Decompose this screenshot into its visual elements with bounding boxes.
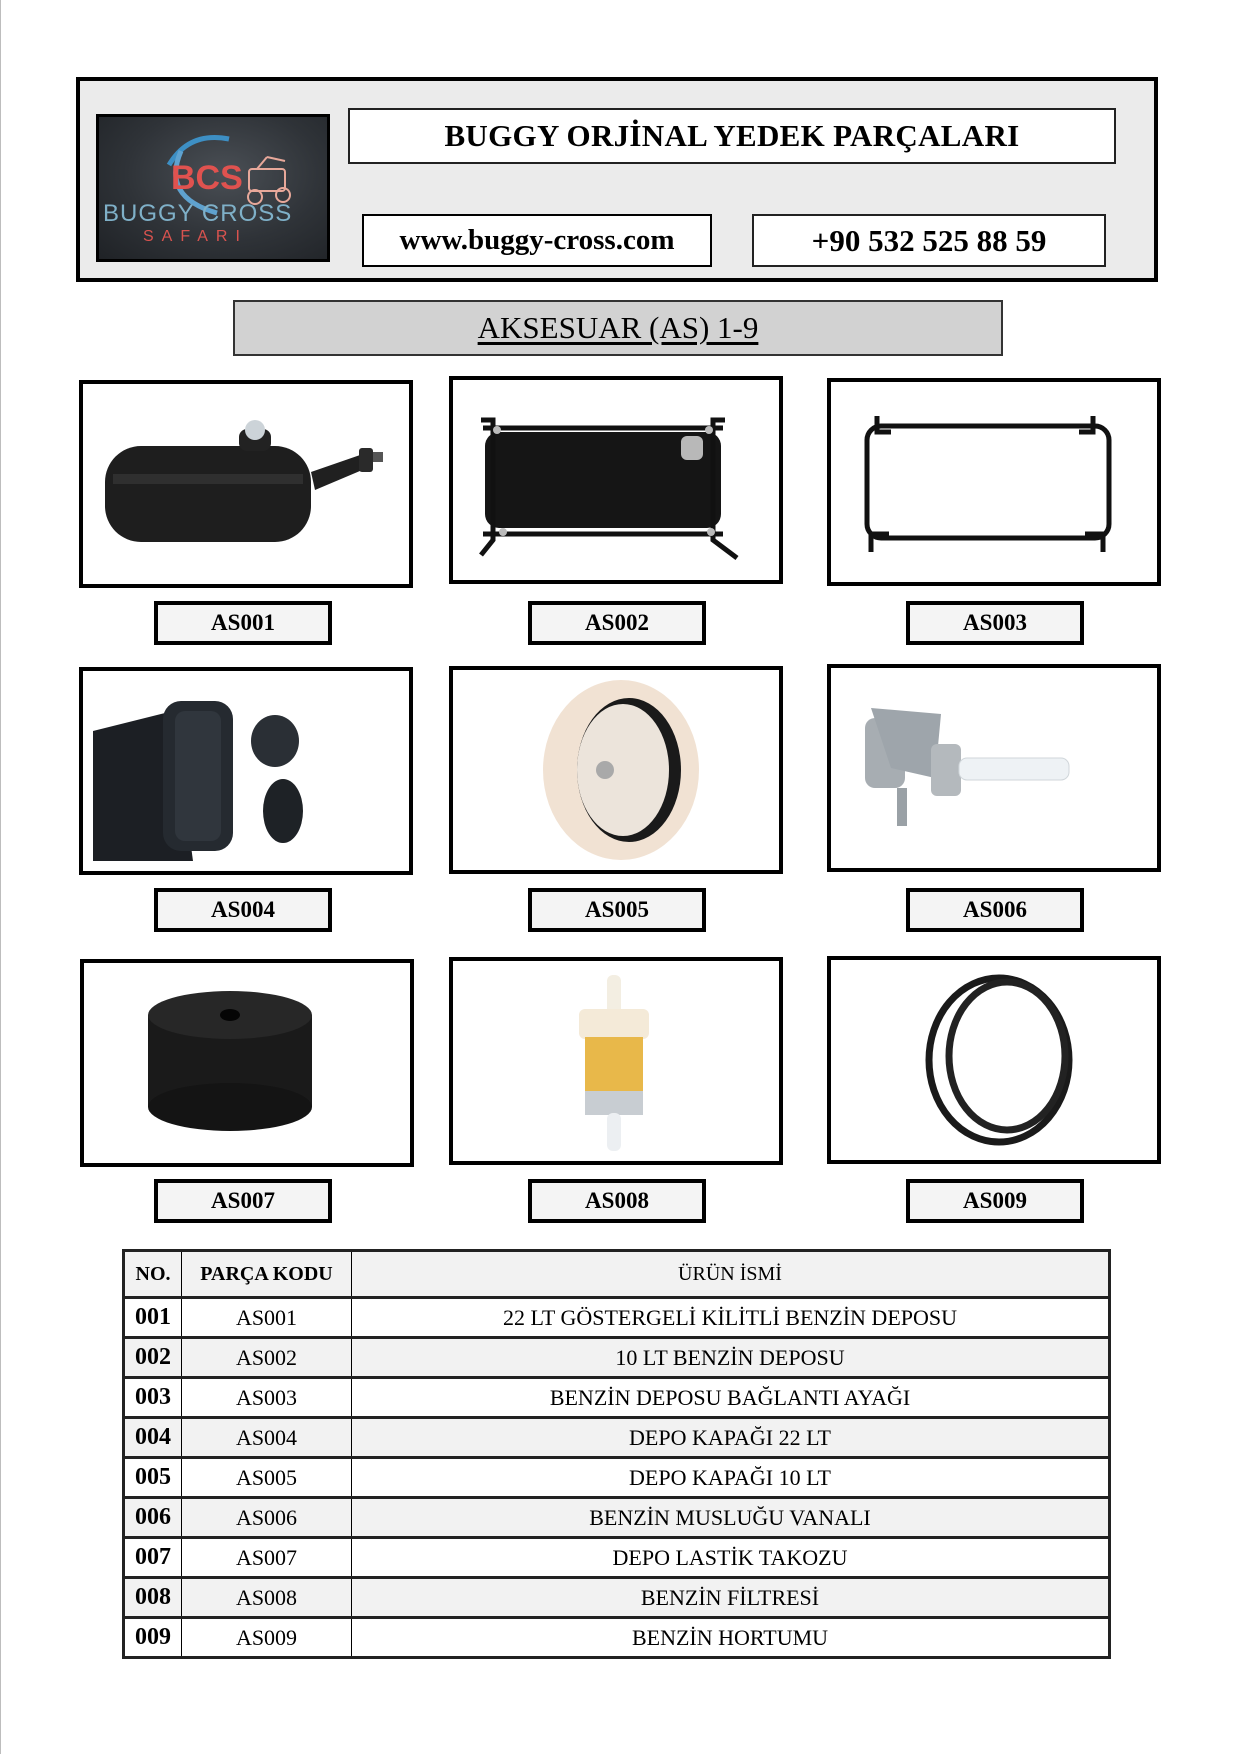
product-image-as003 [827,378,1161,586]
column-header-name: ÜRÜN İSMİ [352,1251,1110,1298]
table-row [124,1498,1110,1538]
table-header-row [124,1251,1110,1298]
logo-initials: BCS [171,159,243,197]
table-row [124,1578,1110,1618]
product-image-as008 [449,957,783,1165]
product-image-as001 [79,380,413,588]
product-code-label: AS002 [528,601,706,645]
table-row [124,1618,1110,1658]
product-code-label: AS003 [906,601,1084,645]
table-row [124,1378,1110,1418]
row-number: 003 [124,1378,182,1418]
company-logo [96,114,330,262]
row-part-code: AS004 [182,1418,352,1458]
parts-table [122,1249,1111,1659]
row-part-code: AS002 [182,1338,352,1378]
product-code-label: AS008 [528,1179,706,1223]
row-part-code: AS009 [182,1618,352,1658]
fuel-filter-image [453,961,779,1161]
table-row [124,1338,1110,1378]
fuel-valve-image [831,668,1157,868]
column-header-no: NO. [124,1251,182,1298]
row-product-name: BENZİN HORTUMU [352,1618,1110,1658]
row-product-name: 22 LT GÖSTERGELİ KİLİTLİ BENZİN DEPOSU [352,1298,1110,1338]
product-image-as007 [80,959,414,1167]
table-row [124,1538,1110,1578]
row-product-name: 10 LT BENZİN DEPOSU [352,1338,1110,1378]
row-part-code: AS006 [182,1498,352,1538]
table-row [124,1418,1110,1458]
row-number: 001 [124,1298,182,1338]
row-part-code: AS001 [182,1298,352,1338]
buggy-icon [248,157,290,204]
document-title: BUGGY ORJİNAL YEDEK PARÇALARI [348,108,1116,164]
row-number: 006 [124,1498,182,1538]
phone-number[interactable]: +90 532 525 88 59 [752,214,1106,267]
row-number: 004 [124,1418,182,1458]
row-product-name: BENZİN FİLTRESİ [352,1578,1110,1618]
row-number: 009 [124,1618,182,1658]
tank-mount-bracket-image [831,382,1157,582]
product-code-label: AS004 [154,888,332,932]
product-image-as005 [449,666,783,874]
page-edge [0,0,1,1754]
logo-line1: BUGGY CROSS [103,200,293,227]
row-product-name: DEPO KAPAĞI 22 LT [352,1418,1110,1458]
tank-cap-10l-image [453,670,779,870]
section-title: AKSESUAR (AS) 1-9 [233,300,1003,356]
row-number: 008 [124,1578,182,1618]
product-code-label: AS001 [154,601,332,645]
row-product-name: DEPO LASTİK TAKOZU [352,1538,1110,1578]
rubber-mount-image [84,963,410,1163]
table-row [124,1298,1110,1338]
header-box [76,77,1158,282]
row-part-code: AS003 [182,1378,352,1418]
row-part-code: AS007 [182,1538,352,1578]
row-number: 002 [124,1338,182,1378]
column-header-code: PARÇA KODU [182,1251,352,1298]
product-image-as002 [449,376,783,584]
fuel-tank-10l-image [453,380,779,580]
fuel-tank-22l-image [83,384,409,584]
product-image-as009 [827,956,1161,1164]
row-product-name: DEPO KAPAĞI 10 LT [352,1458,1110,1498]
tank-cap-22l-image [83,671,409,871]
row-number: 007 [124,1538,182,1578]
row-part-code: AS008 [182,1578,352,1618]
product-code-label: AS009 [906,1179,1084,1223]
row-product-name: BENZİN DEPOSU BAĞLANTI AYAĞI [352,1378,1110,1418]
row-number: 005 [124,1458,182,1498]
website-link[interactable]: www.buggy-cross.com [362,214,712,267]
fuel-hose-image [831,960,1157,1160]
row-product-name: BENZİN MUSLUĞU VANALI [352,1498,1110,1538]
product-image-as004 [79,667,413,875]
product-code-label: AS007 [154,1179,332,1223]
row-part-code: AS005 [182,1458,352,1498]
logo-line2: SAFARI [143,228,248,245]
product-code-label: AS006 [906,888,1084,932]
product-code-label: AS005 [528,888,706,932]
table-row [124,1458,1110,1498]
product-image-as006 [827,664,1161,872]
